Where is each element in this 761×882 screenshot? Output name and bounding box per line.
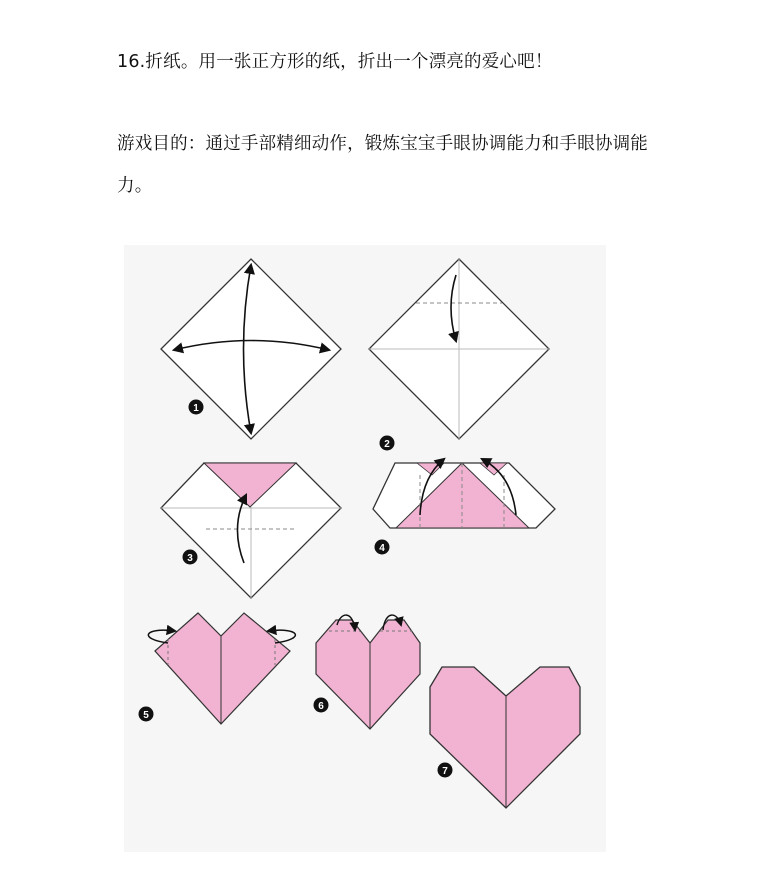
step-4-diagram xyxy=(373,459,555,528)
step-number-1: 1 xyxy=(193,403,199,414)
purpose-text-line-1: 游戏目的：通过手部精细动作，锻炼宝宝手眼协调能力和手眼协调能 xyxy=(117,134,648,154)
step-1-diagram xyxy=(161,259,341,439)
step-7-diagram xyxy=(430,667,580,808)
step-badge-7 xyxy=(438,763,453,778)
purpose-text-line-2: 力。 xyxy=(117,176,153,196)
step-badge-6 xyxy=(314,698,329,713)
step-badge-2 xyxy=(380,436,395,451)
step-badge-5 xyxy=(139,707,154,722)
step-number-5: 5 xyxy=(143,710,149,721)
finished-heart xyxy=(430,667,580,808)
step-number-4: 4 xyxy=(379,543,385,554)
step-6-diagram xyxy=(316,615,420,729)
step-3-diagram xyxy=(161,463,341,598)
origami-steps-svg xyxy=(124,245,606,852)
step-badge-4 xyxy=(375,540,390,555)
step-number-6: 6 xyxy=(318,701,324,712)
step-badge-1 xyxy=(189,400,204,415)
step-2-diagram xyxy=(369,259,549,439)
instruction-title: 16.折纸。用一张正方形的纸，折出一个漂亮的爱心吧！ xyxy=(117,52,553,72)
origami-heart-diagram xyxy=(124,245,606,852)
step-number-7: 7 xyxy=(442,766,448,777)
step-number-2: 2 xyxy=(384,439,390,450)
step-number-3: 3 xyxy=(187,553,193,564)
step-5-diagram xyxy=(148,613,295,724)
step-badge-3 xyxy=(183,550,198,565)
